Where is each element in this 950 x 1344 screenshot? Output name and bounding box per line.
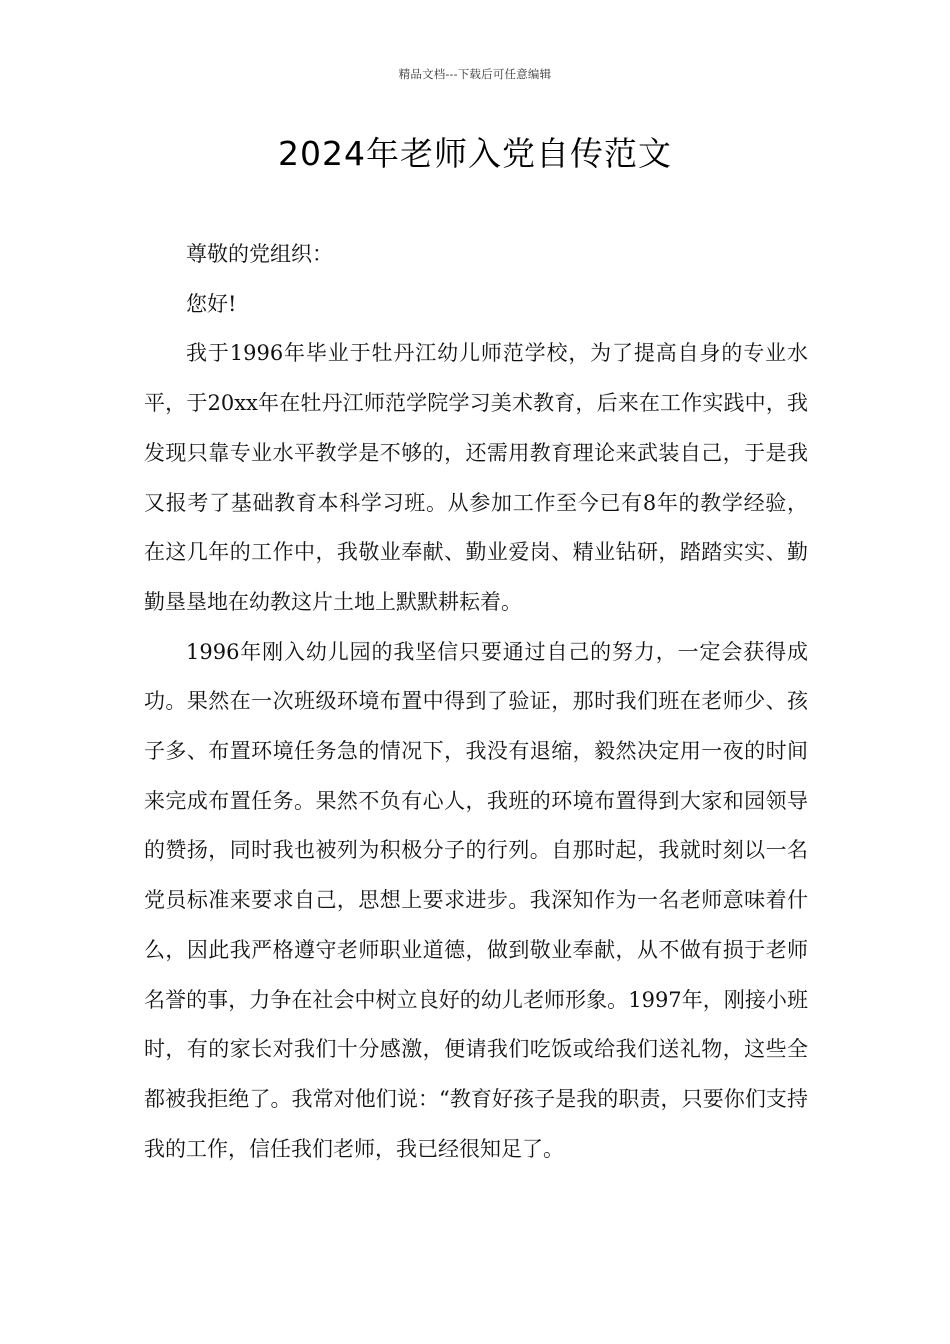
document-body — [144, 230, 808, 1174]
salutation: 尊敬的党组织： — [186, 242, 333, 266]
paragraph: 我于1996年毕业于牡丹江幼儿师范学校，为了提高自身的专业水平，于20xx年在牡丹江师范学院学习美术教育，后来在工作实践中，我发现只靠专业水平教学是不够的，还需用教育理论来武装自己，于是我又报考了基础教育本科学习班。从参加工作至今已有8年的教学经验，在这几年的工作中，我敬业奉献、勤业爱岗、精业钻研，踏踏实实、勤勤垦垦地在幼教这片土地上默默耕耘着。 — [144, 341, 808, 614]
header-note: 精品文档---下载后可任意编辑 — [398, 67, 552, 81]
greeting: 您好! — [186, 291, 237, 316]
paragraph: 1996年刚入幼儿园的我坚信只要通过自己的努力，一定会获得成功。果然在一次班级环境布置中得到了验证，那时我们班在老师少、孩子多、布置环境任务急的情况下，我没有退缩，毅然决定用一夜的时间来完成布置任务。果然不负有心人，我班的环境布置得到大家和园领导的赞扬，同时我也被列为积极分子的行列。自那时起，我就时刻以一名党员标准来要求自己，思想上要求进步。我深知作为一名老师意味着什么，因此我严格遵守老师职业道德，做到敬业奉献，从不做有损于老师名誉的事，力争在社会中树立良好的幼儿老师形象。1997年，刚接小班时，有的家长对我们十分感激，便请我们吃饭或给我们送礼物，这些全都被我拒绝了。我常对他们说：“教育好孩子是我的职责，只要你们支持我的工作，信任我们老师，我已经很知足了。 — [144, 639, 808, 1161]
page-title: 2024年老师入党自传范文 — [278, 134, 672, 173]
